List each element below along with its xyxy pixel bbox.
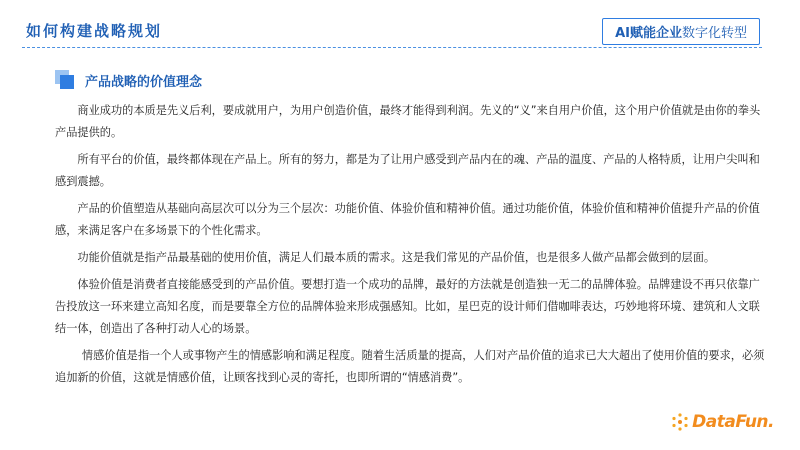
badge-prefix: AI赋能企业 — [615, 26, 682, 41]
body-text — [55, 100, 767, 394]
page-title: 如何构建战略规划 — [26, 22, 163, 40]
paragraph-1: 商业成功的本质是先义后利，要成就用户，为用户创造价值，最终才能得到利润。先义的“义”来自用户价值，这个用户价值就是由你的拳头产品提供的。 — [55, 104, 761, 139]
square-stack-icon — [55, 70, 75, 90]
paragraph-2: 所有平台的价值，最终都体现在产品上。所有的努力，都是为了让用户感受到产品内在的魂、产品的温度、产品的人格特质，让用户尖叫和感到震撼。 — [55, 153, 760, 188]
datafun-logo — [670, 412, 774, 432]
paragraph-4: 功能价值就是指产品最基础的使用价值，满足人们最本质的需求。这是我们常见的产品价值，也是很多人做产品都会做到的层面。 — [77, 251, 716, 264]
header-divider — [22, 47, 762, 48]
section-heading — [55, 70, 202, 90]
datafun-logo-text: DataFun. — [692, 412, 774, 432]
section-title: 产品战略的价值理念 — [85, 74, 203, 90]
paragraph-5: 体验价值是消费者直接能感受到的产品价值。要想打造一个成功的品牌，最好的方法就是创造独一无二的品牌体验。品牌建设不再只依靠广告投放这一环来建立高知名度，而是要靠全方位的品牌体验来形成强感知。比如，星巴克的设计师们借咖啡表达，巧妙地将环境、建筑和人文联结一体，创造出了各种打动人心的场景。 — [55, 278, 760, 335]
badge-suffix: 数字化转型 — [681, 26, 747, 41]
paragraph-6: 情感价值是指一个人或事物产生的情感影响和满足程度。随着生活质量的提高，人们对产品价值的追求已大大超出了使用价值的要求，必须追加新的价值，这就是情感价值，让顾客找到心灵的寄托，也即所谓的“情感消费”。 — [55, 349, 765, 384]
paragraph-3: 产品的价值塑造从基础向高层次可以分为三个层次：功能价值、体验价值和精神价值。通过功能价值，体验价值和精神价值提升产品的价值感，来满足客户在多场景下的个性化需求。 — [55, 202, 760, 237]
datafun-logo-icon — [670, 412, 690, 432]
topic-badge — [602, 18, 760, 45]
